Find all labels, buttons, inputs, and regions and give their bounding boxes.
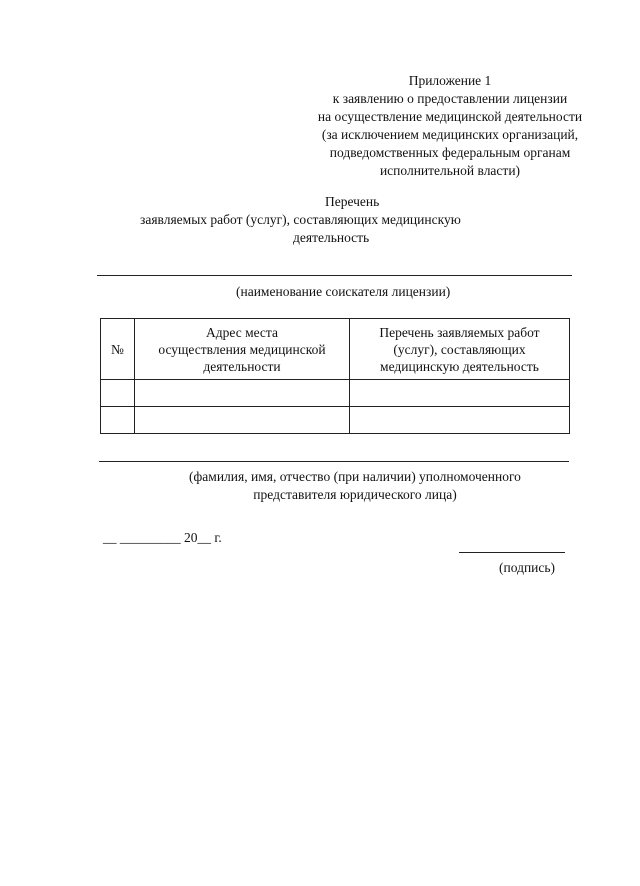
representative-caption-line-1: (фамилия, имя, отчество (при наличии) уполномоченного: [189, 469, 521, 484]
document-title: [140, 193, 570, 247]
table-cell[interactable]: [135, 380, 350, 407]
representative-caption-line-2: представителя юридического лица): [253, 487, 457, 502]
applicant-caption: (наименование соискателя лицензии): [236, 284, 451, 299]
header-line: Перечень заявляемых работ: [379, 324, 540, 340]
appendix-line: к заявлению о предоставлении лицензии: [332, 91, 568, 106]
appendix-header: [290, 72, 610, 180]
table-cell[interactable]: [350, 407, 570, 434]
table-cell[interactable]: [350, 380, 570, 407]
column-header-address: [135, 319, 350, 380]
title-line-1: Перечень: [325, 194, 380, 209]
header-line: осуществления медицинской: [158, 341, 326, 357]
appendix-line: (за исключением медицинских организаций,: [321, 127, 579, 142]
header-line: деятельности: [203, 358, 281, 374]
appendix-line: Приложение 1: [408, 73, 492, 88]
table-header-row: [101, 319, 570, 380]
representative-name-line[interactable]: [99, 461, 569, 462]
applicant-name-line[interactable]: [97, 275, 572, 276]
signature-caption: (подпись): [499, 560, 556, 575]
date-field[interactable]: __ _________ 20__ г.: [103, 530, 222, 545]
title-line-2: заявляемых работ (услуг), составляющих медицинскую: [140, 212, 461, 227]
header-line: Адрес места: [206, 324, 278, 340]
table-row: [101, 407, 570, 434]
table-row: [101, 380, 570, 407]
table-cell[interactable]: [101, 407, 135, 434]
title-line-3: деятельность: [293, 230, 370, 245]
appendix-line: исполнительной власти): [379, 163, 521, 178]
appendix-line: на осуществление медицинской деятельности: [317, 109, 583, 124]
header-line: медицинскую деятельность: [380, 358, 539, 374]
table-cell[interactable]: [135, 407, 350, 434]
table-cell[interactable]: [101, 380, 135, 407]
column-header-works: [350, 319, 570, 380]
works-table: [100, 318, 570, 434]
signature-line[interactable]: [459, 552, 565, 553]
appendix-line: подведомственных федеральным органам: [329, 145, 571, 160]
column-header-number: №: [101, 319, 135, 380]
header-line: (услуг), составляющих: [393, 341, 526, 357]
